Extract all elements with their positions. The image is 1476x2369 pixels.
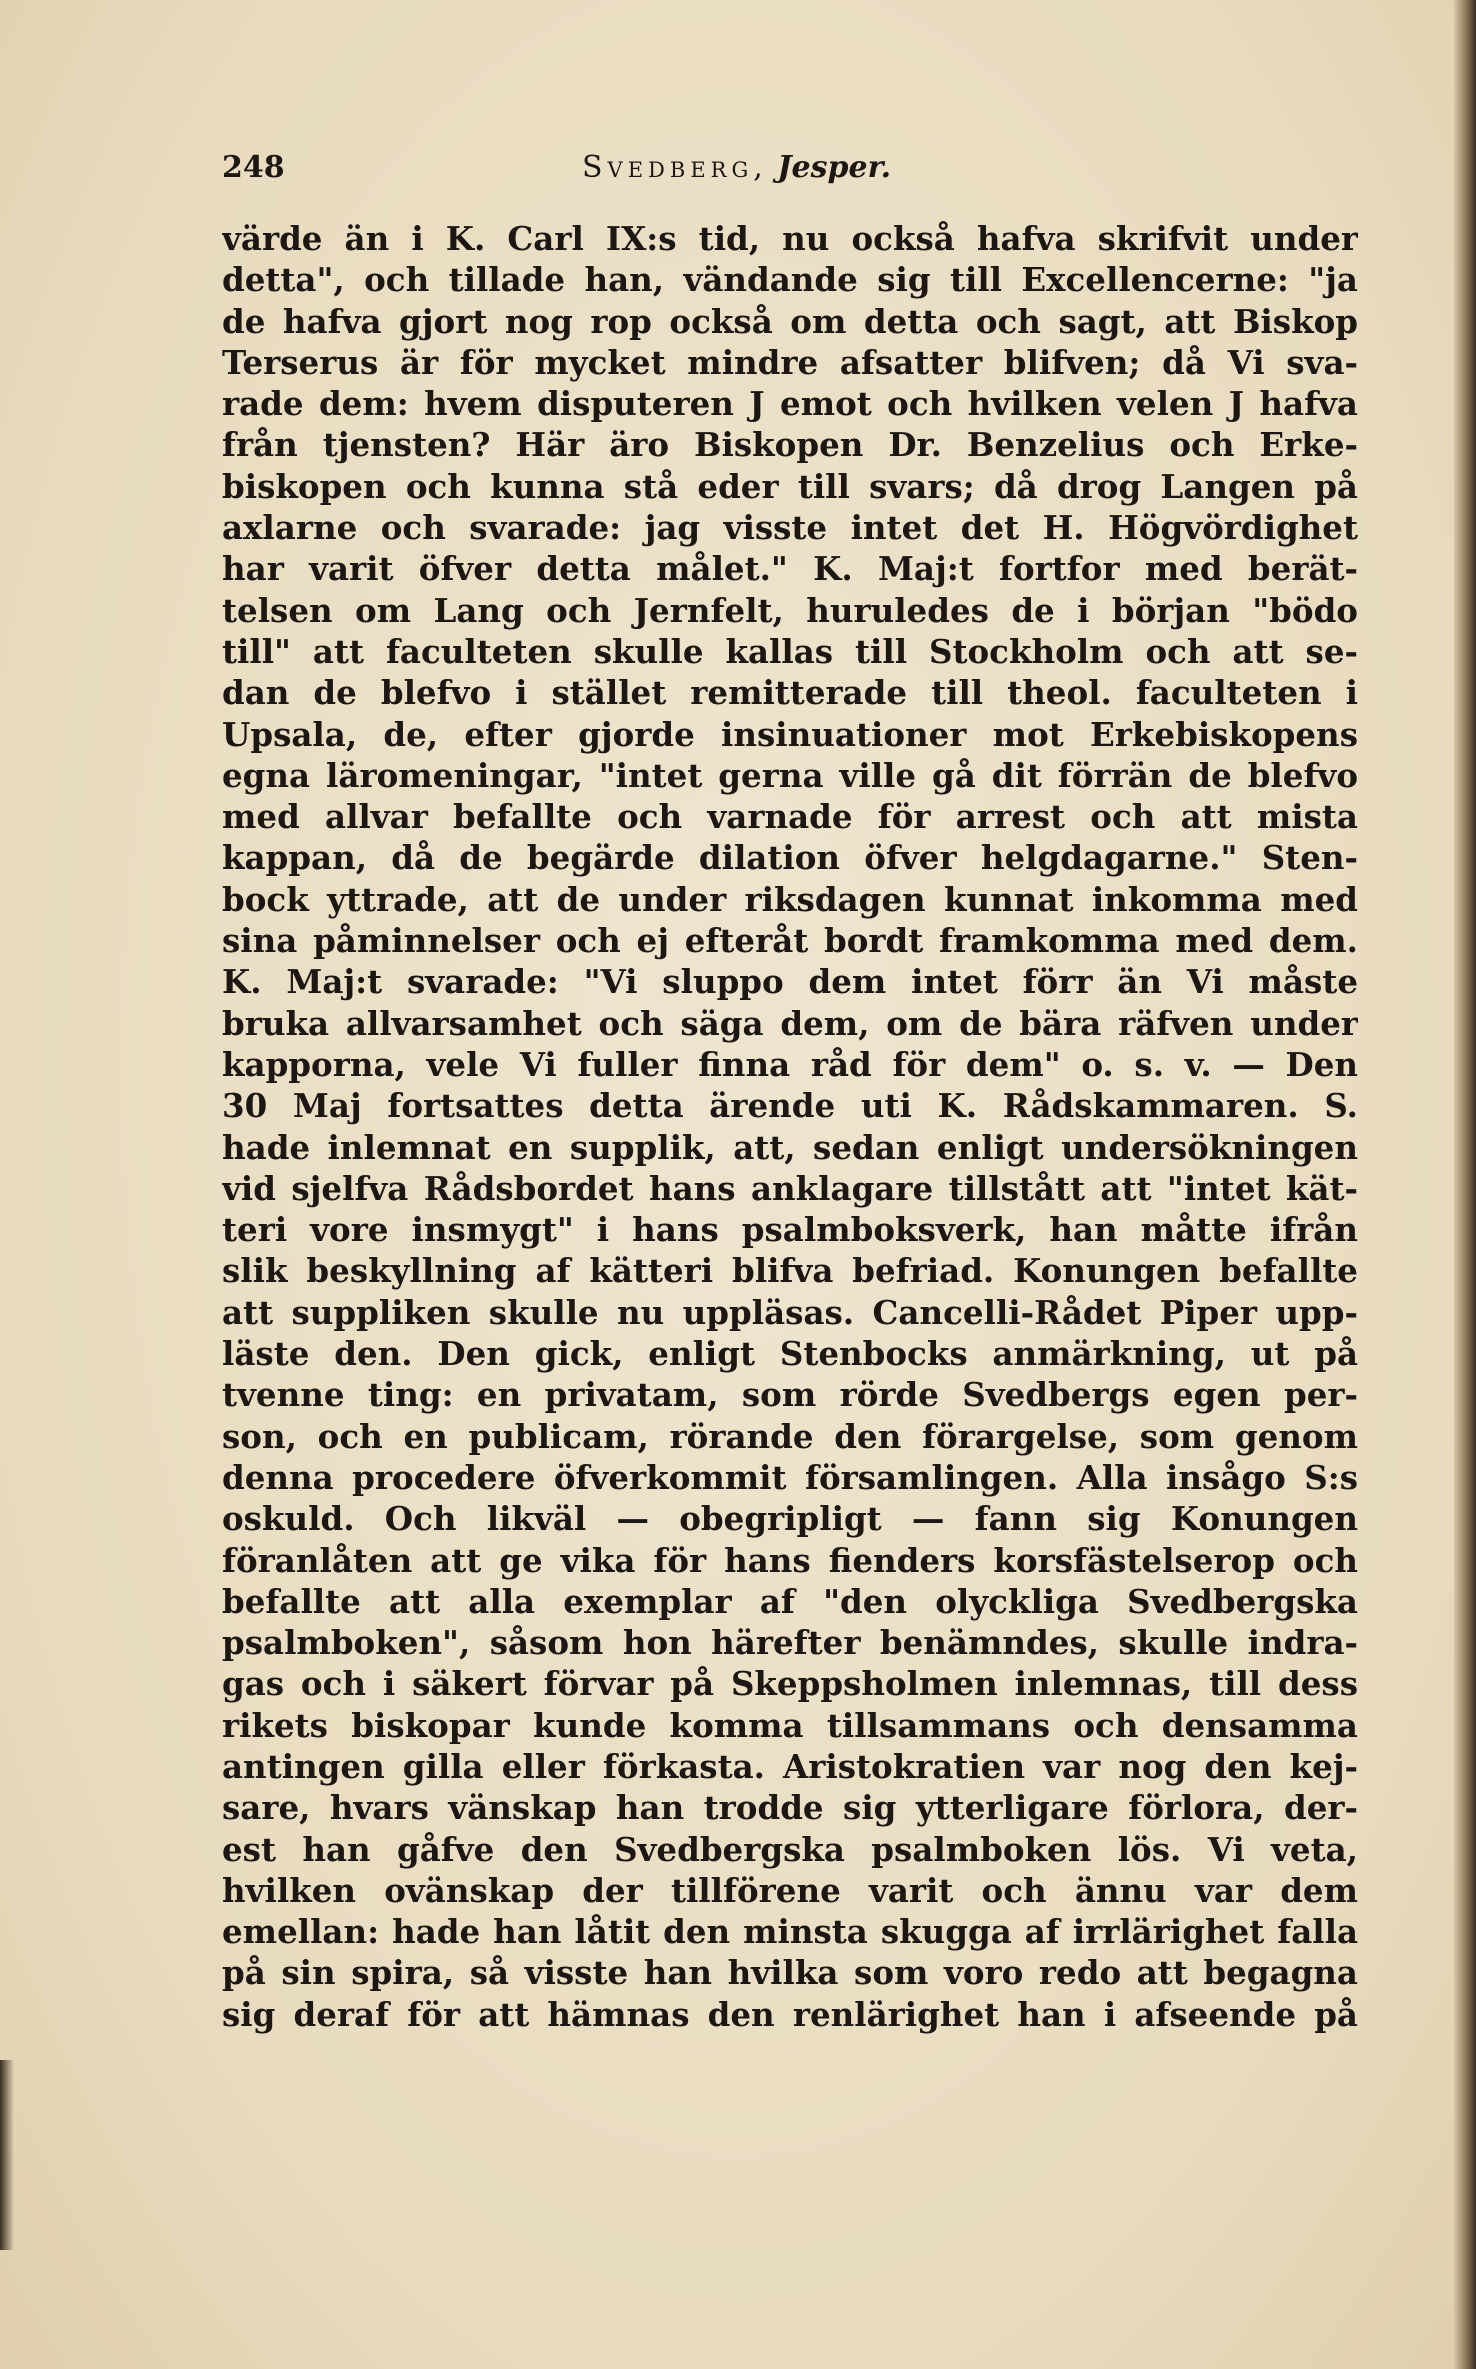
text-line: bock yttrade, att de under riksdagen kunnat inkomma med xyxy=(222,879,1358,919)
text-line: Upsala, de, efter gjorde insinuationer mot Erkebiskopens xyxy=(222,714,1358,754)
running-head-given-name: Jesper. xyxy=(777,150,892,185)
text-line: har varit öfver detta målet." K. Maj:t fortfor med berät- xyxy=(222,549,1358,589)
text-line: teri vore insmygt" i hans psalmboksverk, han måtte ifrån xyxy=(222,1210,1358,1250)
text-line: på sin spira, så visste han hvilka som voro redo att begagna xyxy=(222,1953,1358,1993)
text-line: emellan: hade han låtit den minsta skugga af irrlärighet falla xyxy=(222,1912,1358,1952)
page-number: 248 xyxy=(222,150,285,185)
text-line: sig deraf för att hämnas den renlärighet han i afseende på xyxy=(222,1994,1358,2034)
text-line: hade inlemnat en supplik, att, sedan enligt undersökningen xyxy=(222,1127,1358,1167)
text-line: telsen om Lang och Jernfelt, huruledes de i början "bödo xyxy=(222,590,1358,630)
running-head xyxy=(582,150,891,185)
text-line: axlarne och svarade: jag visste intet det H. Högvördighet xyxy=(222,508,1358,548)
text-line: dan de blefvo i stället remitterade till theol. faculteten i xyxy=(222,673,1358,713)
text-line: antingen gilla eller förkasta. Aristokratien var nog den kej- xyxy=(222,1746,1358,1786)
text-line: kapporna, vele Vi fuller finna råd för dem" o. s. v. — Den xyxy=(222,1044,1358,1084)
text-line: denna procedere öfverkommit församlingen. Alla insågo S:s xyxy=(222,1457,1358,1497)
text-line: hvilken ovänskap der tillförene varit och ännu var dem xyxy=(222,1870,1358,1910)
text-line: sina påminnelser och ej efteråt bordt framkomma med dem. xyxy=(222,921,1358,961)
text-line: gas och i säkert förvar på Skeppsholmen inlemnas, till dess xyxy=(222,1664,1358,1704)
text-line: att suppliken skulle nu uppläsas. Cancelli-Rådet Piper upp- xyxy=(222,1292,1358,1332)
text-line: sare, hvars vänskap han trodde sig ytterligare förlora, der- xyxy=(222,1788,1358,1828)
text-line: tvenne ting: en privatam, som rörde Svedbergs egen per- xyxy=(222,1375,1358,1415)
text-line: oskuld. Och likväl — obegripligt — fann sig Konungen xyxy=(222,1499,1358,1539)
body-text xyxy=(222,218,1358,2035)
text-line: detta", och tillade han, vändande sig till Excellencerne: "ja xyxy=(222,260,1358,300)
text-line: 30 Maj fortsattes detta ärende uti K. Rådskammaren. S. xyxy=(222,1086,1358,1126)
text-line: slik beskyllning af kätteri blifva befriad. Konungen befallte xyxy=(222,1251,1358,1291)
text-line: son, och en publicam, rörande den förargelse, som genom xyxy=(222,1416,1358,1456)
page-edge-shadow xyxy=(0,2060,14,2250)
text-line: rade dem: hvem disputeren J emot och hvilken velen J hafva xyxy=(222,384,1358,424)
text-line: K. Maj:t svarade: "Vi sluppo dem intet förr än Vi måste xyxy=(222,962,1358,1002)
text-line: med allvar befallte och varnade för arrest och att mista xyxy=(222,797,1358,837)
text-line: föranlåten att ge vika för hans fienders korsfästelserop och xyxy=(222,1540,1358,1580)
text-line: från tjensten? Här äro Biskopen Dr. Benzelius och Erke- xyxy=(222,425,1358,465)
running-head-surname: Svedberg, xyxy=(582,150,768,185)
text-line: kappan, då de begärde dilation öfver helgdagarne." Sten- xyxy=(222,838,1358,878)
text-line: egna läromeningar, "intet gerna ville gå dit förrän de blefvo xyxy=(222,755,1358,795)
book-spine-edge xyxy=(1454,0,1476,2369)
text-line: vid sjelfva Rådsbordet hans anklagare tillstått att "intet kät- xyxy=(222,1168,1358,1208)
text-line: psalmboken", såsom hon härefter benämndes, skulle indra- xyxy=(222,1623,1358,1663)
text-line: est han gåfve den Svedbergska psalmboken lös. Vi veta, xyxy=(222,1829,1358,1869)
page-header xyxy=(222,150,1282,200)
text-line: befallte att alla exemplar af "den olyckliga Svedbergska xyxy=(222,1581,1358,1621)
text-line: läste den. Den gick, enligt Stenbocks anmärkning, ut på xyxy=(222,1334,1358,1374)
text-line: de hafva gjort nog rop också om detta och sagt, att Biskop xyxy=(222,301,1358,341)
text-line: Terserus är för mycket mindre afsatter blifven; då Vi sva- xyxy=(222,342,1358,382)
text-line: värde än i K. Carl IX:s tid, nu också hafva skrifvit under xyxy=(222,219,1358,258)
text-line: biskopen och kunna stå eder till svars; då drog Langen på xyxy=(222,466,1358,506)
text-line: till" att faculteten skulle kallas till Stockholm och att se- xyxy=(222,631,1358,671)
text-line: rikets biskopar kunde komma tillsammans och densamma xyxy=(222,1705,1358,1745)
text-line: bruka allvarsamhet och säga dem, om de bära räfven under xyxy=(222,1003,1358,1043)
